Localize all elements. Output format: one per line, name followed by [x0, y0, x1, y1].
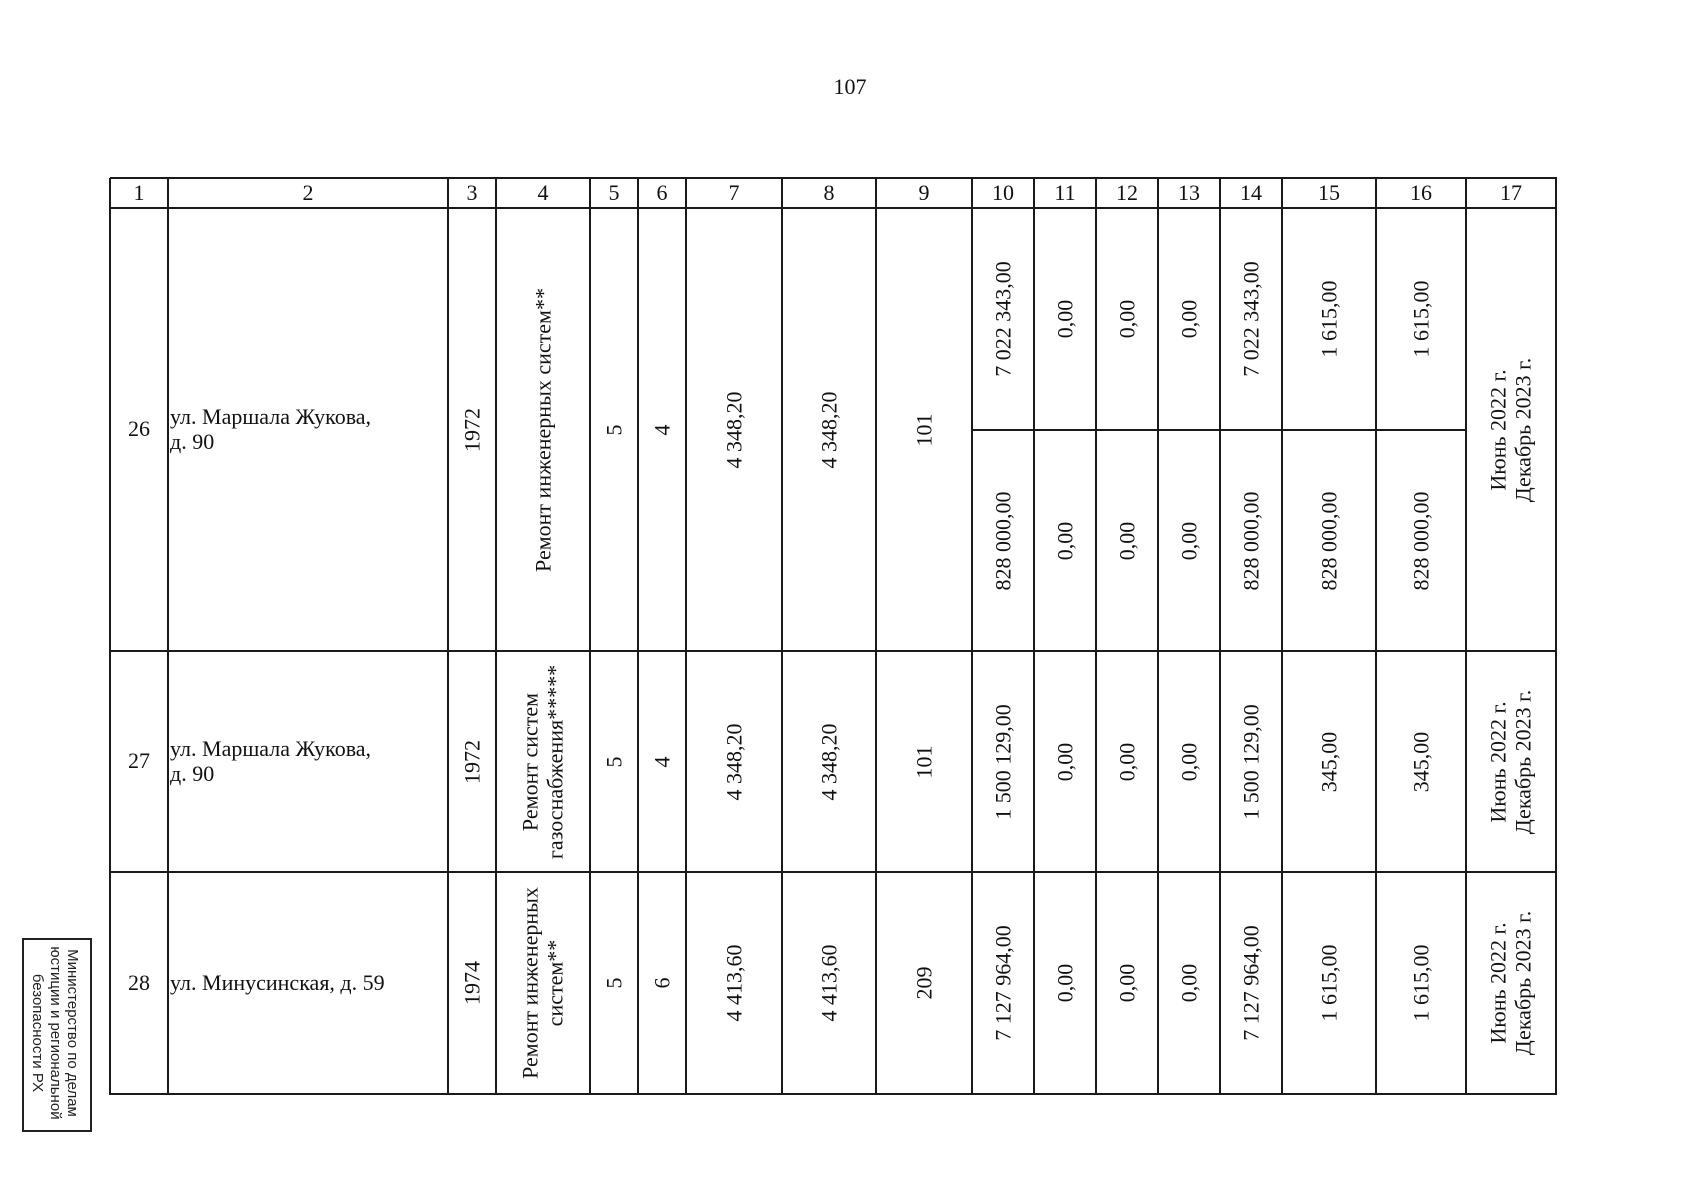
column-header: 5: [608, 179, 620, 205]
table-rule: [685, 178, 687, 1095]
address-line: д. 90: [170, 429, 215, 455]
stamp-line: Министерство по делам: [63, 949, 81, 1117]
fund-cost: 0,00: [1052, 299, 1078, 339]
address: [170, 404, 371, 456]
table-rule: [781, 178, 783, 1095]
owners-cost: 828 000,00: [1238, 491, 1264, 590]
column-header: 13: [1178, 179, 1200, 205]
column-header: 16: [1410, 179, 1432, 205]
total-area: 4 413,60: [721, 944, 747, 1022]
residents: 209: [911, 966, 937, 1000]
unit-cost: 1 615,00: [1316, 944, 1342, 1022]
column-header: 14: [1240, 179, 1262, 205]
table-rule: [1033, 178, 1035, 1095]
living-area: 4 348,20: [816, 391, 842, 468]
table-rule: [1465, 178, 1467, 1095]
work-period-line: Июнь 2022 г.: [1485, 700, 1511, 823]
owners-cost: 1 500 129,00: [1238, 703, 1264, 820]
address-line: ул. Маршала Жукова,: [170, 403, 372, 429]
table-rule: [637, 178, 639, 1095]
build-year: 1972: [459, 407, 485, 452]
row-number: 28: [128, 969, 150, 995]
work-period-line: Декабрь 2023 г.: [1511, 689, 1536, 834]
column-header: 1: [133, 179, 145, 205]
work-type: [518, 887, 569, 1079]
work-period-line: Июнь 2022 г.: [1485, 922, 1511, 1044]
other-cost: 0,00: [1176, 299, 1202, 339]
table-rule: [589, 178, 591, 1095]
floors: 5: [601, 424, 627, 435]
table-rule: [110, 650, 1557, 652]
column-header: 15: [1318, 179, 1340, 205]
column-header: 11: [1054, 179, 1076, 205]
build-year: 1972: [459, 739, 485, 784]
column-header: 9: [918, 179, 930, 205]
table-rule: [447, 178, 449, 1095]
column-header: 10: [992, 179, 1014, 205]
other-cost: 0,00: [1176, 963, 1202, 1003]
total-area: 4 348,20: [721, 391, 747, 468]
total-cost: 7 127 964,00: [990, 925, 1016, 1041]
limit-cost: 828 000,00: [1408, 491, 1434, 590]
budget-cost: 0,00: [1114, 299, 1140, 339]
table-rule: [972, 429, 1467, 431]
table-rule: [1375, 178, 1377, 1095]
address-line: ул. Минусинская, д. 59: [170, 970, 385, 995]
living-area: 4 413,60: [816, 944, 842, 1022]
table-rule: [1157, 178, 1159, 1095]
owners-cost: 7 022 343,00: [1238, 261, 1264, 377]
work-type: [518, 664, 569, 858]
stamp: [29, 946, 81, 1119]
unit-cost: 1 615,00: [1316, 280, 1342, 358]
work-type-line: газоснабжения*****: [543, 664, 568, 859]
work-period-line: Декабрь 2023 г.: [1511, 357, 1536, 502]
row-number: 27: [128, 748, 150, 774]
total-cost: 7 022 343,00: [990, 261, 1016, 377]
total-cost: 828 000,00: [990, 491, 1016, 590]
entrances: 4: [649, 424, 675, 435]
fund-cost: 0,00: [1052, 742, 1078, 781]
budget-cost: 0,00: [1114, 521, 1140, 560]
work-type: [530, 288, 555, 572]
table-rule: [1555, 178, 1557, 1095]
work-period: [1486, 911, 1537, 1055]
table-rule: [1281, 178, 1283, 1095]
column-header: 8: [823, 179, 835, 205]
work-period: [1486, 357, 1537, 501]
table-rule: [1095, 178, 1097, 1095]
column-header: 12: [1116, 179, 1138, 205]
page-number: 107: [833, 74, 867, 99]
work-period-line: Июнь 2022 г.: [1485, 368, 1511, 491]
table-rule: [875, 178, 877, 1095]
floors: 5: [601, 756, 627, 767]
entrances: 4: [649, 756, 675, 767]
limit-cost: 345,00: [1408, 731, 1434, 792]
fund-cost: 0,00: [1052, 521, 1078, 560]
residents: 101: [911, 413, 937, 446]
entrances: 6: [649, 977, 675, 989]
table-rule: [1219, 178, 1221, 1095]
limit-cost: 1 615,00: [1408, 280, 1434, 358]
fund-cost: 0,00: [1052, 963, 1078, 1003]
budget-cost: 0,00: [1114, 742, 1140, 781]
table-rule: [110, 871, 1557, 873]
build-year: 1974: [459, 961, 485, 1005]
residents: 101: [911, 745, 937, 778]
column-header: 17: [1500, 179, 1522, 205]
address: [170, 736, 371, 788]
work-period: [1486, 689, 1537, 833]
column-header: 2: [302, 179, 314, 205]
owners-cost: 7 127 964,00: [1238, 925, 1264, 1041]
work-type-line: Ремонт инженерных: [517, 887, 543, 1079]
work-type-line: Ремонт систем: [517, 692, 543, 831]
address-line: д. 90: [170, 761, 215, 787]
column-header: 4: [537, 179, 549, 205]
stamp-line: юстиции и региональной: [46, 946, 64, 1120]
living-area: 4 348,20: [816, 723, 842, 800]
total-area: 4 348,20: [721, 723, 747, 800]
table-rule: [110, 1093, 1557, 1095]
floors: 5: [601, 977, 627, 989]
work-period-line: Декабрь 2023 г.: [1511, 910, 1536, 1056]
work-type-line: систем**: [543, 939, 568, 1027]
unit-cost: 828 000,00: [1316, 491, 1342, 590]
column-header: 6: [656, 179, 668, 205]
table-rule: [495, 178, 497, 1095]
other-cost: 0,00: [1176, 742, 1202, 781]
row-number: 26: [128, 416, 150, 442]
work-type-line: Ремонт инженерных систем**: [530, 287, 556, 572]
stamp-line: безопасности РХ: [29, 973, 47, 1093]
address: [170, 970, 385, 996]
unit-cost: 345,00: [1316, 731, 1342, 792]
table-rule: [971, 178, 973, 1095]
budget-cost: 0,00: [1114, 963, 1140, 1003]
other-cost: 0,00: [1176, 521, 1202, 560]
address-line: ул. Маршала Жукова,: [170, 735, 372, 761]
column-header: 7: [728, 179, 740, 205]
limit-cost: 1 615,00: [1408, 944, 1434, 1022]
column-header: 3: [466, 179, 478, 205]
total-cost: 1 500 129,00: [990, 703, 1016, 820]
